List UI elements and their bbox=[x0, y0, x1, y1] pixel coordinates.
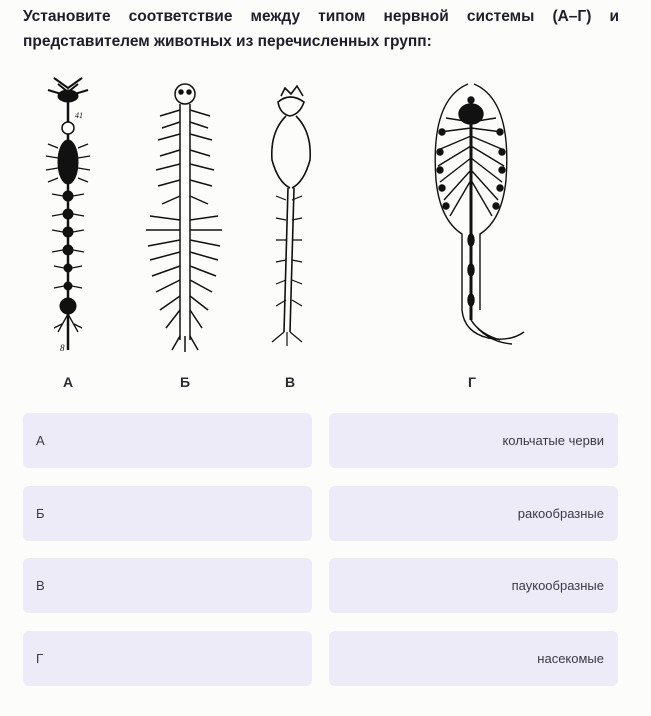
match-right-label: кольчатые черви bbox=[502, 433, 604, 448]
question-text: Установите соответствие между типом нервной системы (А–Г) и представителем животных из перечисленных групп: bbox=[23, 8, 619, 50]
match-right-item-annelids[interactable] bbox=[329, 413, 618, 468]
match-right-label: паукообразные bbox=[511, 578, 604, 593]
match-left-label: Б bbox=[36, 506, 45, 521]
match-right-label: ракообразные bbox=[517, 506, 604, 521]
match-left-label: В bbox=[36, 578, 45, 593]
figure-label-a: А bbox=[62, 374, 74, 390]
match-left-item-b[interactable] bbox=[23, 486, 312, 541]
match-right-item-crustaceans[interactable] bbox=[329, 486, 618, 541]
match-left-label: А bbox=[36, 433, 45, 448]
svg-text:41: 41 bbox=[75, 111, 83, 120]
nervous-system-v bbox=[272, 86, 310, 346]
figure-label-g: Г bbox=[468, 374, 476, 390]
match-left-item-v[interactable] bbox=[23, 558, 312, 613]
match-left-item-a[interactable] bbox=[23, 413, 312, 468]
nervous-systems-figure bbox=[0, 70, 651, 370]
nervous-system-g bbox=[435, 84, 524, 344]
match-right-item-arachnids[interactable] bbox=[329, 558, 618, 613]
figure-label-v: В bbox=[284, 374, 296, 390]
nervous-system-b bbox=[146, 84, 222, 352]
match-right-label: насекомые bbox=[537, 651, 604, 666]
nervous-system-a bbox=[46, 78, 90, 353]
svg-text:8: 8 bbox=[60, 343, 65, 353]
figure-label-b: Б bbox=[179, 374, 191, 390]
match-left-item-g[interactable] bbox=[23, 631, 312, 686]
match-right-item-insects[interactable] bbox=[329, 631, 618, 686]
match-left-label: Г bbox=[36, 651, 44, 666]
